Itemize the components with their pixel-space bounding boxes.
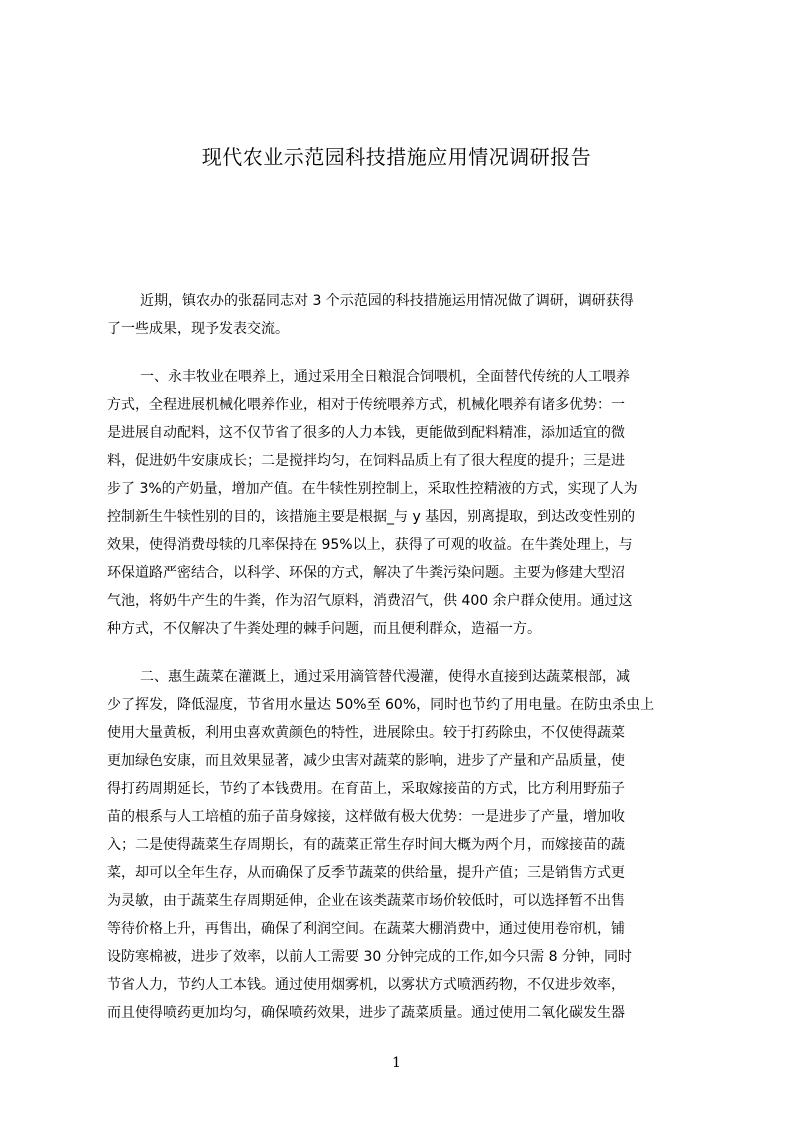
document-body (107, 287, 698, 1047)
text-line: 环保道路严密结合，以科学、环保的方式，解决了牛粪污染问题。主要为修建大型沼 (107, 565, 625, 581)
text-line: 效果，使得消费母犊的几率保持在 95%以上，获得了可观的收益。在牛粪处理上，与 (107, 537, 633, 553)
text-line: 使用大量黄板，利用虫喜欢黄颜色的特性，进展除虫。较于打药除虫，不仅使得蔬菜 (107, 725, 625, 741)
text-line: 二、惠生蔬菜在灌溉上，通过采用滴管替代漫灌，使得水直接到达蔬菜根部，减 (140, 669, 630, 685)
document-title: 现代农业示范园科技措施应用情况调研报告 (201, 145, 592, 169)
paragraph-intro (107, 287, 698, 343)
paragraph-huisheng (107, 663, 698, 1027)
text-line: 料，促进奶牛安康成长；二是搅拌均匀，在饲料品质上有了很大程度的提升；三是进 (107, 453, 625, 469)
text-line: 种方式，不仅解决了牛粪处理的棘手问题，而且便利群众，造福一方。 (107, 621, 541, 637)
text-line: 方式，全程进展机械化喂养作业，相对于传统喂养方式，机械化喂养有诸多优势：一 (107, 397, 625, 413)
text-line: 节省人力，节约人工本钱。通过使用烟雾机，以雾状方式喷洒药物，不仅进步效率， (107, 977, 625, 993)
text-line: 控制新生牛犊性别的目的，该措施主要是根据_与 y 基因，别离提取，到达改变性别的 (107, 509, 636, 525)
text-line: 气池，将奶牛产生的牛粪，作为沼气原料，消费沼气，供 400 余户群众使用。通过这 (107, 593, 633, 609)
text-line: 更加绿色安康，而且效果显著，减少虫害对蔬菜的影响，进步了产量和产品质量，使 (107, 753, 625, 769)
text-line: 而且使得喷药更加均匀，确保喷药效果，进步了蔬菜质量。通过使用二氧化碳发生器 (107, 1005, 625, 1021)
text-line: 是进展自动配料，这不仅节省了很多的人力本钱，更能做到配料精准，添加适宜的微 (107, 425, 625, 441)
text-line: 近期，镇农办的张磊同志对 3 个示范园的科技措施运用情况做了调研，调研获得 (140, 293, 634, 309)
text-line: 入；二是使得蔬菜生存周期长，有的蔬菜正常生存时间大概为两个月，而嫁接苗的蔬 (107, 837, 625, 853)
text-line: 苗的根系与人工培植的茄子苗身嫁接，这样做有极大优势：一是进步了产量，增加收 (107, 809, 625, 825)
paragraph-yongfeng (107, 363, 698, 643)
text-line: 了一些成果，现予发表交流。 (107, 321, 289, 337)
text-line: 得打药周期延长，节约了本钱费用。在育苗上，采取嫁接苗的方式，比方利用野茄子 (107, 781, 625, 797)
page-number: 1 (392, 1055, 401, 1071)
text-line: 少了挥发，降低湿度，节省用水量达 50%至 60%，同时也节约了用电量。在防虫杀虫上 (107, 697, 655, 713)
text-line: 菜，却可以全年生存，从而确保了反季节蔬菜的供给量，提升产值；三是销售方式更 (107, 865, 625, 881)
text-line: 等待价格上升，再售出，确保了利润空间。在蔬菜大棚消费中，通过使用卷帘机，铺 (107, 921, 625, 937)
text-line: 步了 3%的产奶量，增加产值。在牛犊性别控制上，采取性控精液的方式，实现了人为 (107, 481, 638, 497)
text-line: 设防寒棉被，进步了效率，以前人工需要 30 分钟完成的工作,如今只需 8 分钟，同时 (107, 949, 632, 965)
text-line: 一、永丰牧业在喂养上，通过采用全日粮混合饲喂机，全面替代传统的人工喂养 (140, 369, 630, 385)
text-line: 为灵敏，由于蔬菜生存周期延伸，企业在该类蔬菜市场价较低时，可以选择暂不出售 (107, 893, 625, 909)
